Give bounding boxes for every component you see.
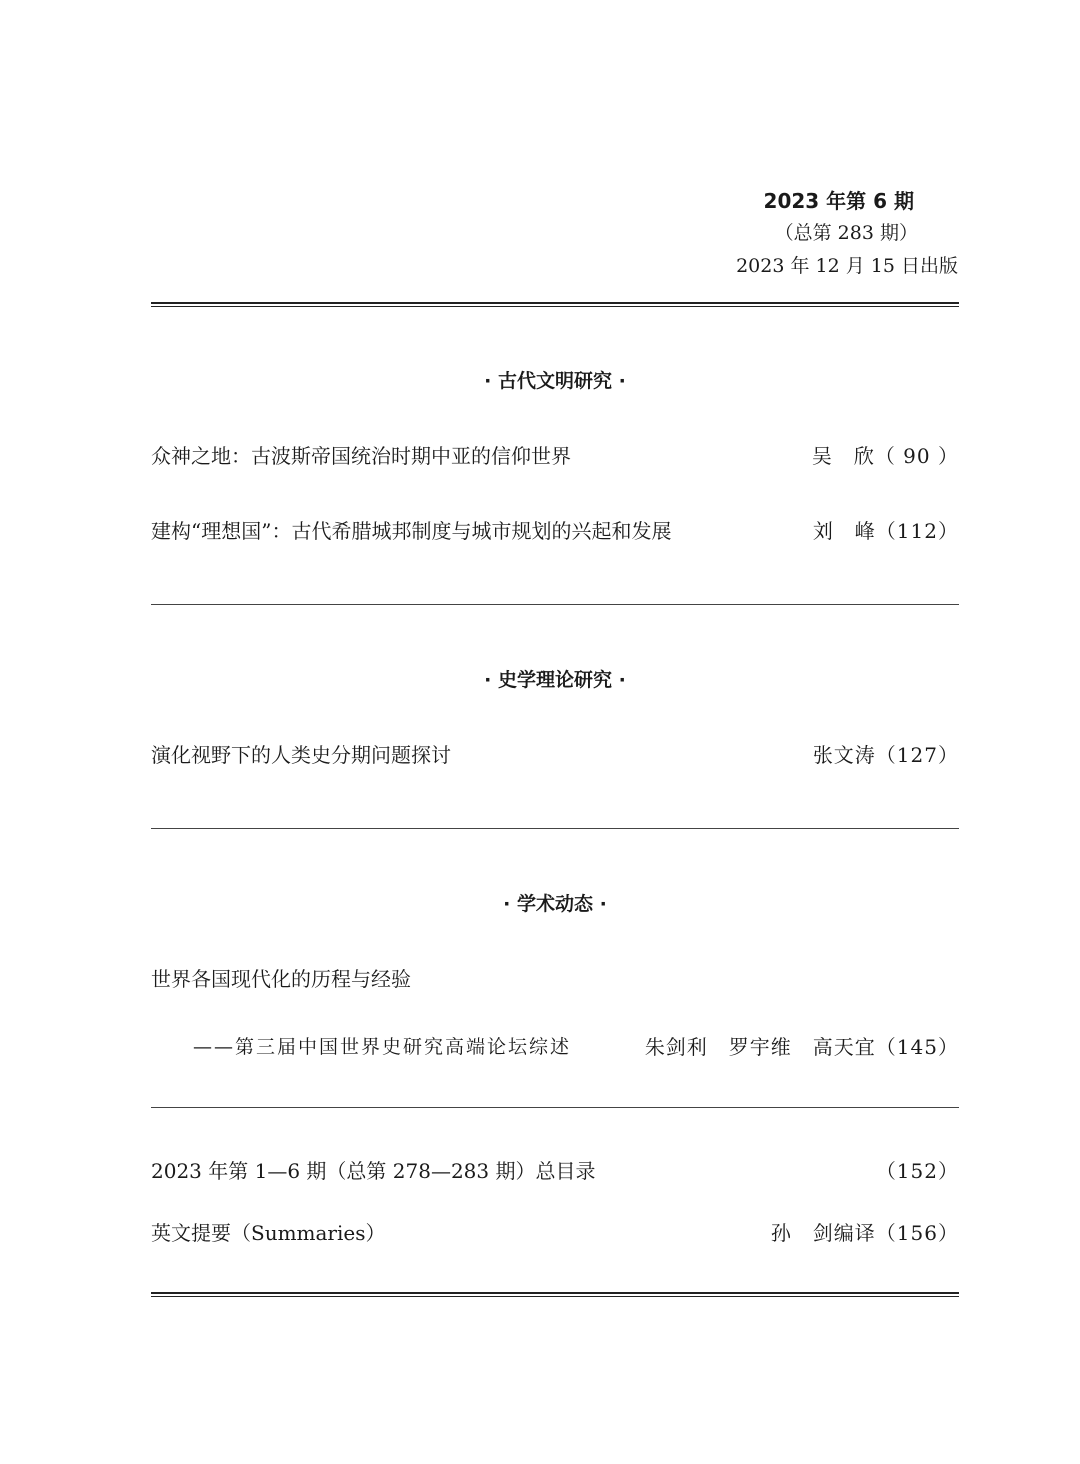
toc-entry[interactable] <box>151 740 959 770</box>
section-heading-historiography-theory: · 史学理论研究 · <box>484 669 626 691</box>
toc-entry-subtitle-row <box>151 1032 959 1062</box>
toc-entry-title[interactable]: 英文提要（Summaries） <box>151 1221 386 1245</box>
section-heading-academic-news: · 学术动态 · <box>503 893 607 915</box>
total-issue-number: （总第 283 期） <box>774 222 918 244</box>
section-divider <box>151 1107 959 1108</box>
toc-entry[interactable] <box>151 1218 959 1248</box>
toc-entry[interactable] <box>151 516 959 546</box>
toc-entry-author-page: 朱剑利 罗宇维 高天宜（145） <box>644 1035 959 1059</box>
toc-entry-title[interactable]: 世界各国现代化的历程与经验 <box>151 967 411 991</box>
issue-info <box>558 186 958 282</box>
toc-entry-title[interactable]: 2023 年第 1—6 期（总第 278—283 期）总目录 <box>151 1159 596 1183</box>
toc-entry-title[interactable]: 建构“理想国”：古代希腊城邦制度与城市规划的兴起和发展 <box>151 519 672 543</box>
header-double-rule <box>151 302 959 307</box>
footer-double-rule <box>151 1292 959 1297</box>
toc-entry-subtitle: ——第三届中国世界史研究高端论坛综述 <box>193 1036 572 1058</box>
toc-entry-author-page: 刘 峰（112） <box>812 519 959 543</box>
section-divider <box>151 828 959 829</box>
toc-entry-author-page: 吴 欣（ 90 ） <box>811 444 959 468</box>
toc-entry-page: （152） <box>875 1159 959 1183</box>
toc-entry[interactable] <box>151 964 959 994</box>
toc-entry-title[interactable]: 众神之地：古波斯帝国统治时期中亚的信仰世界 <box>151 444 571 468</box>
section-heading-ancient-civilization: · 古代文明研究 · <box>484 370 626 392</box>
toc-entry[interactable] <box>151 441 959 471</box>
toc-entry-author-page: 孙 剑编译（156） <box>770 1221 959 1245</box>
issue-number: 2023 年第 6 期 <box>763 189 914 213</box>
publish-date: 2023 年 12 月 15 日出版 <box>736 255 958 277</box>
toc-entry-author-page: 张文涛（127） <box>812 743 959 767</box>
toc-entry[interactable] <box>151 1156 959 1186</box>
toc-entry-title[interactable]: 演化视野下的人类史分期问题探讨 <box>151 743 451 767</box>
section-divider <box>151 604 959 605</box>
